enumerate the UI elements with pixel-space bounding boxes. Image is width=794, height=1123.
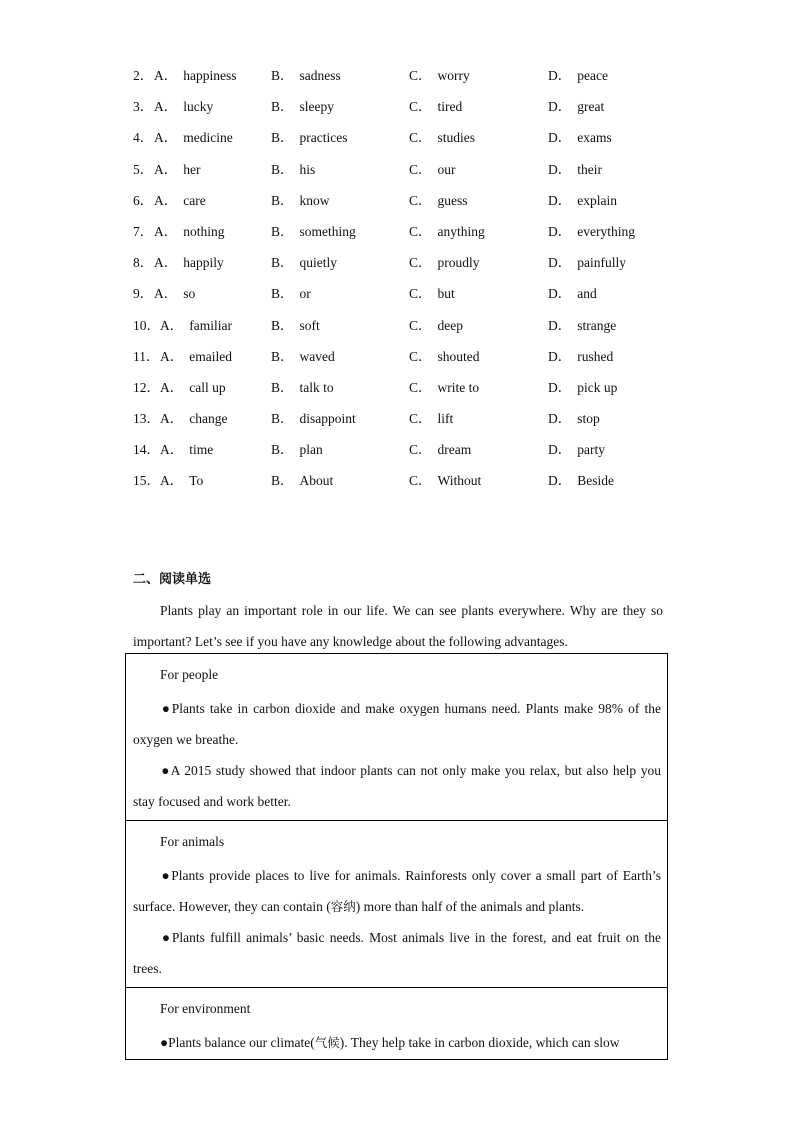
- option-text: lift: [437, 411, 454, 427]
- option-text: our: [437, 161, 456, 177]
- option-b: [271, 126, 347, 150]
- reading-intro: [133, 595, 663, 657]
- option-letter: A．: [154, 192, 178, 208]
- people-point-2: [133, 755, 661, 817]
- option-letter: A．: [154, 223, 178, 239]
- option-a: [154, 64, 237, 88]
- option-text: familiar: [189, 317, 232, 333]
- question-row: [133, 64, 693, 95]
- option-letter: A．: [160, 473, 184, 489]
- option-text: write to: [437, 379, 480, 395]
- option-b: [271, 158, 315, 182]
- animals-point-2-text: ●Plants fulfill animals’ basic needs. Most animals live in the forest, and eat fruit on the trees.: [133, 930, 661, 976]
- option-text: medicine: [183, 130, 233, 146]
- option-text: Without: [437, 473, 482, 489]
- option-b: [271, 314, 320, 338]
- option-letter: A．: [160, 348, 184, 364]
- option-text: About: [299, 473, 334, 489]
- option-d: [548, 314, 616, 338]
- option-letter: D．: [548, 161, 572, 177]
- option-letter: A．: [154, 130, 178, 146]
- option-text: know: [299, 192, 330, 208]
- option-d: [548, 126, 612, 150]
- option-text: party: [577, 442, 605, 458]
- option-c: [409, 126, 475, 150]
- section-title: 二、阅读单选: [133, 572, 212, 587]
- option-text: tired: [437, 99, 463, 115]
- option-letter: C．: [409, 223, 432, 239]
- question-row: [133, 189, 693, 220]
- option-letter: A．: [154, 68, 178, 83]
- cell-heading-people: For people: [160, 667, 219, 682]
- option-text: painfully: [577, 255, 626, 271]
- option-text: so: [183, 286, 196, 302]
- option-letter: D．: [548, 286, 572, 302]
- option-letter: C．: [409, 317, 432, 333]
- option-letter: C．: [409, 379, 432, 395]
- option-letter: C．: [409, 473, 432, 489]
- option-letter: D．: [548, 99, 572, 115]
- question-number: 15．: [133, 473, 160, 489]
- option-c: [409, 438, 471, 462]
- option-letter: D．: [548, 411, 572, 427]
- question-number: 14．: [133, 442, 160, 458]
- option-letter: B．: [271, 130, 294, 146]
- option-letter: A．: [160, 379, 184, 395]
- option-text: and: [577, 286, 597, 302]
- option-c: [409, 95, 462, 119]
- option-letter: D．: [548, 255, 572, 271]
- option-letter: A．: [160, 317, 184, 333]
- option-text: quietly: [299, 255, 338, 271]
- option-text: strange: [577, 317, 617, 333]
- option-letter: B．: [271, 286, 294, 302]
- question-row: [133, 407, 693, 438]
- option-b: [271, 282, 311, 306]
- cell-heading-environment: For environment: [160, 1001, 251, 1016]
- option-d: [548, 376, 617, 400]
- question-number: 12．: [133, 379, 160, 395]
- option-text: proudly: [437, 255, 480, 271]
- option-text: happiness: [183, 68, 237, 83]
- option-d: [548, 407, 600, 431]
- question-row: [133, 126, 693, 157]
- option-c: [409, 345, 480, 369]
- option-letter: A．: [154, 255, 178, 271]
- option-text: exams: [577, 130, 612, 146]
- option-text: their: [577, 161, 602, 177]
- table-cell-people: [126, 654, 667, 821]
- option-a: [154, 95, 213, 119]
- question-number: 4．: [133, 130, 154, 146]
- environment-point-1-gloss: 气候: [314, 1035, 340, 1050]
- option-c: [409, 64, 470, 88]
- option-letter: B．: [271, 99, 294, 115]
- option-text: something: [299, 223, 356, 239]
- question-number: 2．: [133, 68, 154, 83]
- question-number: 3．: [133, 99, 154, 115]
- option-letter: D．: [548, 317, 572, 333]
- option-letter: B．: [271, 255, 294, 271]
- option-text: her: [183, 161, 201, 177]
- environment-point-1-text-a: ●Plants balance our climate(: [160, 1035, 315, 1050]
- option-letter: A．: [154, 286, 178, 302]
- option-d: [548, 158, 602, 182]
- question-number: 11．: [133, 348, 160, 364]
- people-point-1: [133, 693, 661, 755]
- option-c: [409, 282, 455, 306]
- option-text: Beside: [577, 473, 614, 489]
- option-letter: C．: [409, 192, 432, 208]
- option-letter: D．: [548, 473, 572, 489]
- animals-point-1-text-a: ●Plants provide places to live for animals. Rainforests only cover a small part of Earth’s surface. However, they can contain (: [133, 868, 661, 914]
- option-letter: B．: [271, 223, 294, 239]
- animals-point-2: [133, 922, 661, 984]
- option-text: studies: [437, 130, 476, 146]
- option-a: [154, 282, 195, 306]
- option-letter: C．: [409, 348, 432, 364]
- question-row: [133, 158, 693, 189]
- question-number: 6．: [133, 192, 154, 208]
- option-text: great: [577, 99, 605, 115]
- option-letter: B．: [271, 317, 294, 333]
- option-text: guess: [437, 192, 468, 208]
- option-letter: D．: [548, 130, 572, 146]
- option-a: [154, 251, 224, 275]
- option-letter: C．: [409, 68, 432, 83]
- option-text: To: [189, 473, 204, 489]
- question-row: [133, 376, 693, 407]
- table-cell-environment: [126, 988, 667, 1060]
- option-a: [160, 469, 203, 493]
- option-c: [409, 220, 485, 244]
- option-a: [160, 314, 232, 338]
- option-b: [271, 95, 334, 119]
- question-number: 5．: [133, 161, 154, 177]
- question-number: 9．: [133, 286, 154, 302]
- option-text: waved: [299, 348, 335, 364]
- option-text: his: [299, 161, 316, 177]
- option-b: [271, 376, 334, 400]
- people-point-2-text: ●A 2015 study showed that indoor plants can not only make you relax, but also help you stay focused and work better.: [133, 763, 661, 809]
- option-b: [271, 220, 356, 244]
- option-c: [409, 376, 479, 400]
- option-letter: D．: [548, 379, 572, 395]
- option-letter: C．: [409, 442, 432, 458]
- option-d: [548, 251, 626, 275]
- option-letter: D．: [548, 68, 572, 83]
- reading-intro-text: Plants play an important role in our life. We can see plants everywhere. Why are they so important? Let’s see if you have any knowledge about the following advantages.: [133, 603, 663, 649]
- question-row: [133, 438, 693, 469]
- option-d: [548, 189, 617, 213]
- option-letter: D．: [548, 223, 572, 239]
- question-number: 8．: [133, 255, 154, 271]
- option-letter: A．: [160, 411, 184, 427]
- option-d: [548, 469, 614, 493]
- option-text: call up: [189, 379, 226, 395]
- option-letter: C．: [409, 286, 432, 302]
- table-cell-animals: [126, 821, 667, 988]
- option-letter: C．: [409, 161, 432, 177]
- question-row: [133, 282, 693, 313]
- environment-point-1: [133, 1027, 661, 1058]
- option-letter: C．: [409, 130, 432, 146]
- question-row: [133, 251, 693, 282]
- option-a: [154, 158, 201, 182]
- option-text: peace: [577, 68, 608, 83]
- option-text: anything: [437, 223, 485, 239]
- option-a: [160, 407, 227, 431]
- option-letter: A．: [160, 442, 184, 458]
- option-b: [271, 407, 356, 431]
- option-a: [160, 345, 232, 369]
- option-b: [271, 64, 341, 88]
- question-number: 13．: [133, 411, 160, 427]
- environment-point-1-text-b: ). They help take in carbon dioxide, which can slow: [339, 1035, 620, 1050]
- option-text: happily: [183, 255, 224, 271]
- option-letter: B．: [271, 348, 294, 364]
- option-text: worry: [437, 68, 470, 83]
- option-text: sadness: [299, 68, 341, 83]
- option-text: dream: [437, 442, 472, 458]
- option-text: explain: [577, 192, 617, 208]
- option-text: nothing: [183, 223, 225, 239]
- option-a: [160, 376, 226, 400]
- option-text: plan: [299, 442, 323, 458]
- animals-point-1-gloss: 容纳: [330, 899, 356, 914]
- option-text: deep: [437, 317, 463, 333]
- option-text: soft: [299, 317, 320, 333]
- option-letter: D．: [548, 192, 572, 208]
- option-text: stop: [577, 411, 600, 427]
- question-row: [133, 345, 693, 376]
- option-text: emailed: [189, 348, 232, 364]
- option-text: talk to: [299, 379, 334, 395]
- option-text: care: [183, 192, 206, 208]
- option-letter: C．: [409, 255, 432, 271]
- option-letter: D．: [548, 442, 572, 458]
- option-c: [409, 189, 468, 213]
- option-letter: A．: [154, 99, 178, 115]
- option-c: [409, 407, 453, 431]
- question-row: [133, 95, 693, 126]
- option-b: [271, 438, 323, 462]
- option-text: practices: [299, 130, 348, 146]
- option-b: [271, 189, 330, 213]
- option-text: disappoint: [299, 411, 356, 427]
- option-d: [548, 345, 613, 369]
- multiple-choice-list: [133, 64, 693, 501]
- option-text: time: [189, 442, 214, 458]
- option-text: change: [189, 411, 228, 427]
- option-c: [409, 251, 480, 275]
- question-row: [133, 220, 693, 251]
- option-a: [154, 126, 233, 150]
- option-b: [271, 251, 337, 275]
- advantages-table: [125, 653, 668, 1060]
- option-d: [548, 220, 635, 244]
- option-letter: C．: [409, 99, 432, 115]
- option-text: lucky: [183, 99, 214, 115]
- option-a: [160, 438, 213, 462]
- question-row: [133, 314, 693, 345]
- question-number: 7．: [133, 223, 154, 239]
- option-d: [548, 438, 605, 462]
- option-text: sleepy: [299, 99, 335, 115]
- option-text: pick up: [577, 379, 618, 395]
- option-c: [409, 314, 463, 338]
- option-text: but: [437, 286, 455, 302]
- option-letter: B．: [271, 192, 294, 208]
- option-d: [548, 64, 608, 88]
- option-letter: D．: [548, 348, 572, 364]
- people-point-1-text: ●Plants take in carbon dioxide and make oxygen humans need. Plants make 98% of the oxygen we breathe.: [133, 701, 661, 747]
- option-a: [154, 189, 206, 213]
- option-text: shouted: [437, 348, 480, 364]
- option-d: [548, 282, 597, 306]
- option-c: [409, 469, 481, 493]
- option-a: [154, 220, 225, 244]
- option-text: everything: [577, 223, 635, 239]
- option-b: [271, 345, 335, 369]
- animals-point-1-text-b: ) more than half of the animals and plants.: [355, 899, 585, 914]
- option-text: or: [299, 286, 311, 302]
- question-number: 10．: [133, 317, 160, 333]
- option-letter: A．: [154, 161, 178, 177]
- option-text: rushed: [577, 348, 614, 364]
- option-letter: C．: [409, 411, 432, 427]
- option-letter: B．: [271, 68, 294, 83]
- question-row: [133, 469, 693, 500]
- option-b: [271, 469, 333, 493]
- option-letter: B．: [271, 411, 294, 427]
- option-letter: B．: [271, 379, 294, 395]
- option-d: [548, 95, 604, 119]
- animals-point-1: [133, 860, 661, 922]
- cell-heading-animals: For animals: [160, 834, 225, 849]
- option-letter: B．: [271, 161, 294, 177]
- option-letter: B．: [271, 442, 294, 458]
- option-c: [409, 158, 456, 182]
- option-letter: B．: [271, 473, 294, 489]
